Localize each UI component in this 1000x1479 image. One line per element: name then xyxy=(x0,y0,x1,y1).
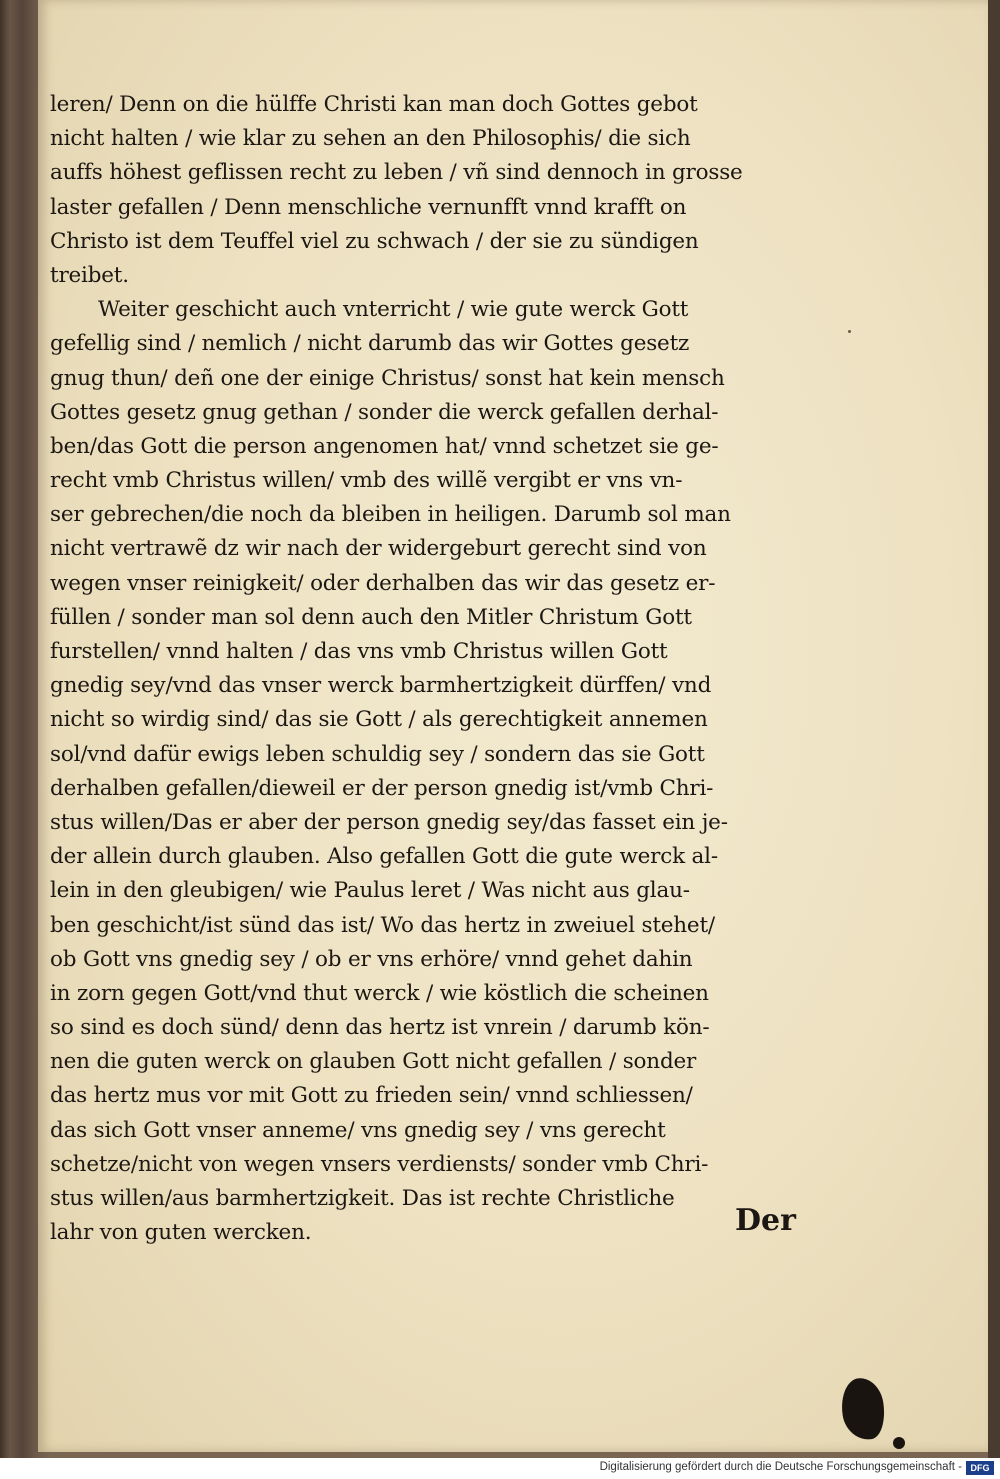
page-edge xyxy=(988,0,1000,1458)
text-line: treibet. xyxy=(50,262,129,288)
text-line: der allein durch glauben. Also gefallen Gott die gute werck al- xyxy=(50,844,718,870)
text-line: ben/das Gott die person angenomen hat/ vnnd schetzet sie ge- xyxy=(50,433,719,459)
text-line: das hertz mus vor mit Gott zu frieden sein/ vnnd schliessen/ xyxy=(50,1083,693,1109)
text-line: auffs höhest geflissen recht zu leben / vñ sind dennoch in grosse xyxy=(50,160,743,186)
text-line: Christo ist dem Teuffel viel zu schwach / der sie zu sündigen xyxy=(50,228,699,254)
text-line: furstellen/ vnnd halten / das vns vmb Christus willen Gott xyxy=(50,639,668,664)
text-line: sol/vnd dafür ewigs leben schuldig sey / sondern das sie Gott xyxy=(50,741,705,767)
text-line: nicht halten / wie klar zu sehen an den Philosophis/ die sich xyxy=(50,126,691,152)
text-line: ob Gott vns gnedig sey / ob er vns erhöre/ vnnd gehet dahin xyxy=(50,946,693,972)
text-line: füllen / sonder man sol denn auch den Mitler Christum Gott xyxy=(50,604,692,630)
text-line: nicht so wirdig sind/ das sie Gott / als gerechtigkeit annemen xyxy=(50,707,708,733)
text-line: schetze/nicht von wegen vnsers verdiensts/ sonder vmb Chri- xyxy=(50,1151,709,1177)
ink-stain xyxy=(893,1437,905,1449)
text-line: nicht vertrawẽ dz wir nach der widergeburt gerecht sind von xyxy=(50,536,707,562)
dfg-logo-icon: DFG xyxy=(966,1461,994,1475)
text-line: so sind es doch sünd/ denn das hertz ist vnrein / darumb kön- xyxy=(50,1015,710,1041)
text-line: stus willen/Das er aber der person gnedig sey/das fasset ein je- xyxy=(50,809,728,835)
text-line: laster gefallen / Denn menschliche vernunfft vnnd krafft on xyxy=(50,194,687,220)
text-line: wegen vnser reinigkeit/ oder derhalben das wir das gesetz er- xyxy=(50,570,716,596)
text-line: nen die guten werck on glauben Gott nicht gefallen / sonder xyxy=(50,1049,697,1075)
footer-credit: Digitalisierung gefördert durch die Deutsche Forschungsgemeinschaft - xyxy=(599,1461,962,1473)
text-line: Gottes gesetz gnug gethan / sonder die werck gefallen derhal- xyxy=(50,399,719,425)
text-line: ben geschicht/ist sünd das ist/ Wo das hertz in zweiuel stehet/ xyxy=(50,912,715,938)
text-line: gnedig sey/vnd das vnser werck barmhertzigkeit dürffen/ vnd xyxy=(50,673,712,699)
text-line: recht vmb Christus willen/ vmb des willẽ vergibt er vns vn- xyxy=(50,468,683,494)
text-line: derhalben gefallen/dieweil er der person gnedig ist/vmb Chri- xyxy=(50,775,714,801)
text-line: Weiter geschicht auch vnterricht / wie gute werck Gott xyxy=(98,297,689,323)
text-line: leren/ Denn on die hülffe Christi kan man doch Gottes gebot xyxy=(50,92,698,117)
text-line: lahr von guten wercken. xyxy=(50,1220,312,1246)
body-text xyxy=(50,88,830,1250)
text-line: ser gebrechen/die noch da bleiben in heiligen. Darumb sol man xyxy=(50,502,731,528)
paper-speck xyxy=(848,330,851,333)
text-line: stus willen/aus barmhertzigkeit. Das ist rechte Christliche xyxy=(50,1186,675,1211)
text-line: lein in den gleubigen/ wie Paulus leret / Was nicht aus glau- xyxy=(50,878,690,904)
text-line: gefellig sind / nemlich / nicht darumb das wir Gottes gesetz xyxy=(50,331,690,357)
text-line: in zorn gegen Gott/vnd thut werck / wie köstlich die scheinen xyxy=(50,980,709,1006)
text-line: gnug thun/ deñ one der einige Christus/ sonst hat kein mensch xyxy=(50,365,725,391)
text-line: das sich Gott vnser anneme/ vns gnedig sey / vns gerecht xyxy=(50,1117,666,1143)
catchword: Der xyxy=(735,1203,796,1238)
